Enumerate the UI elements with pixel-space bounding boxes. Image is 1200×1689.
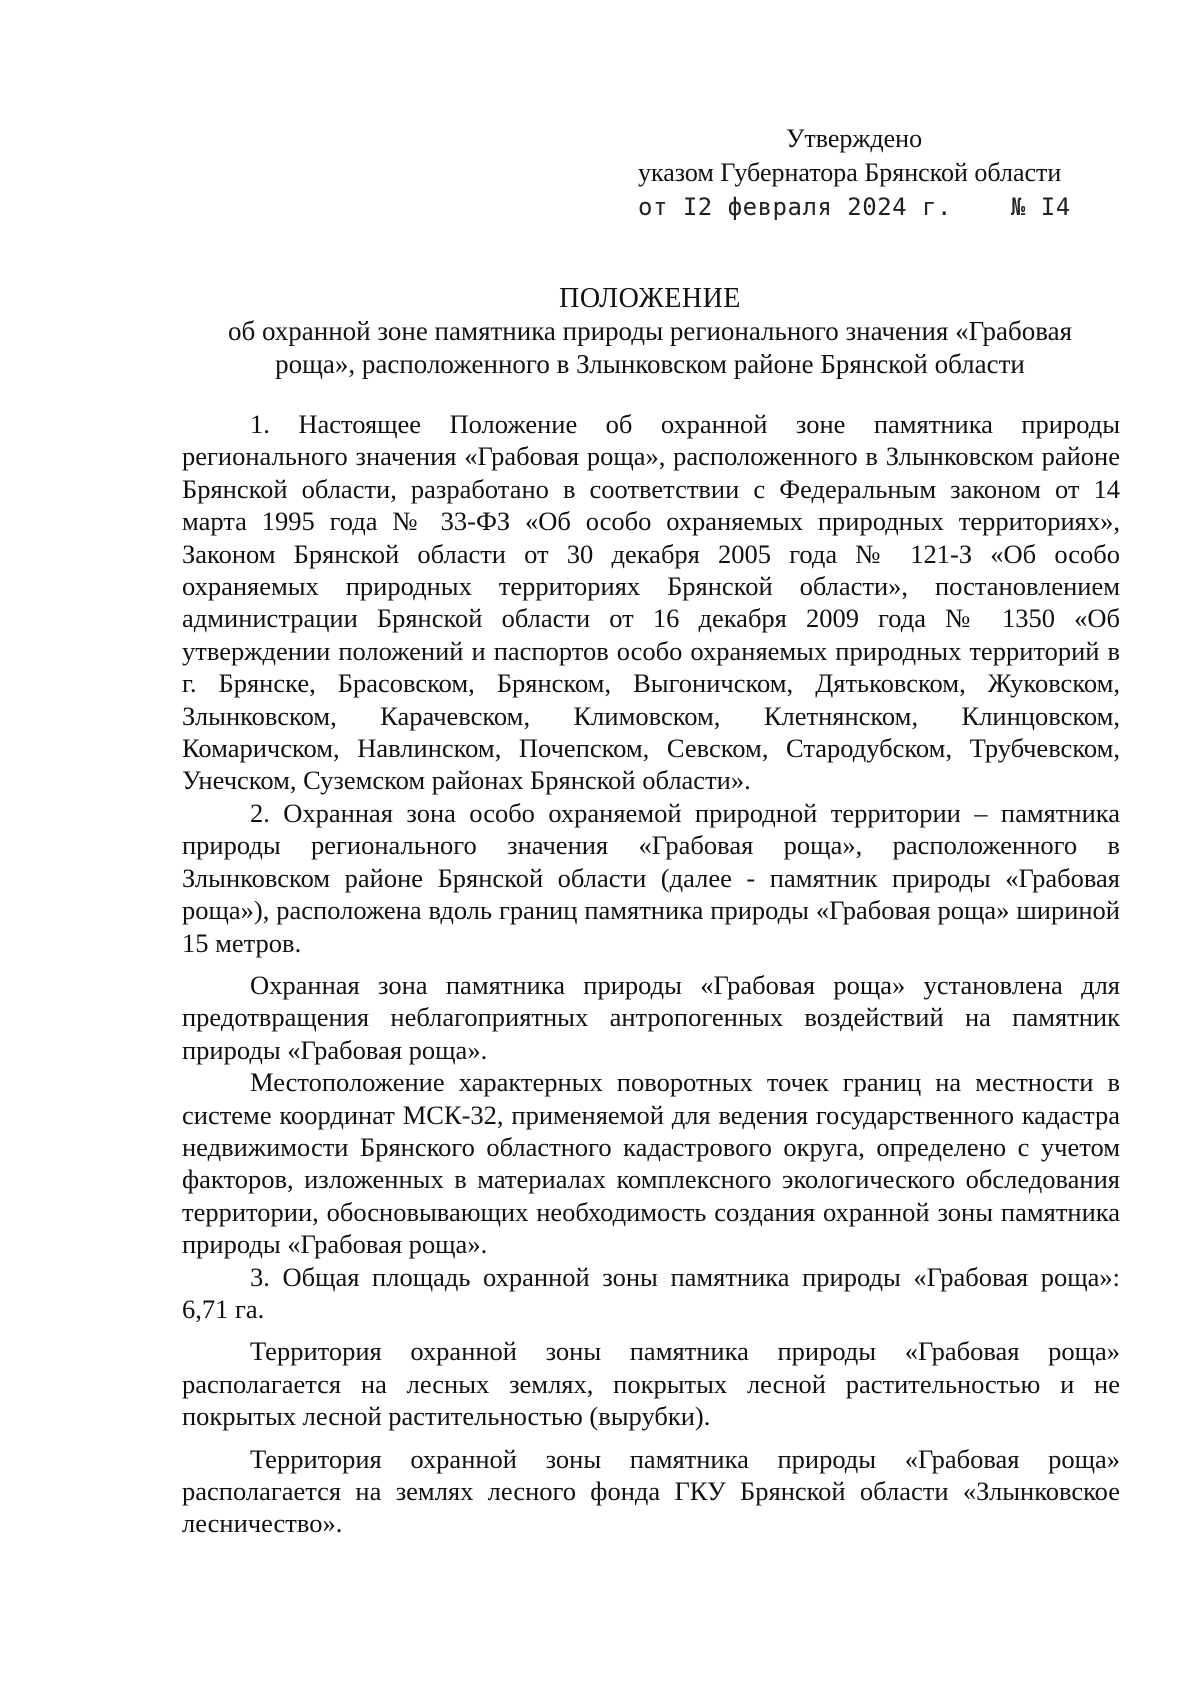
document-body bbox=[182, 408, 1120, 1540]
paragraph: Территория охранной зоны памятника природы «Грабовая роща» располагается на лесных землях, покрытых лесной растительностью и не покрытых лесной растительностью (вырубки). bbox=[182, 1336, 1120, 1432]
paragraph: 1. Настоящее Положение об охранной зоне памятника природы регионального значения «Грабовая роща», расположенного в Злынковском районе Брянской области, разработано в соответствии с Федеральным законом от 14 марта 1995 года № 33-ФЗ «Об особо охраняемых природных территориях», Законом Брянской области от 30 декабря 2005 года № 121-З «Об особо охраняемых природных территориях Брянской области», постановлением администрации Брянской области от 16 декабря 2009 года № 1350 «Об утверждении положений и паспортов особо охраняемых природных территорий в г. Брянске, Брасовском, Брянском, Выгоничском, Дятьковском, Жуковском, Злынковском, Карачевском, Климовском, Клетнянском, Клинцовском, Комаричском, Навлинском, Почепском, Севском, Стародубском, Трубчевском, Унечском, Суземском районах Брянской области». bbox=[182, 409, 1120, 796]
approval-number: № I4 bbox=[1010, 193, 1071, 221]
paragraph: 3. Общая площадь охранной зоны памятника природы «Грабовая роща»: 6,71 га. bbox=[182, 1261, 1120, 1324]
paragraph: 2. Охранная зона особо охраняемой природной территории – памятника природы регионального значения «Грабовая роща», расположенного в Злынковском районе Брянской области (далее - памятник природы «Грабовая роща»), расположена вдоль границ памятника природы «Грабовая роща» шириной 15 метров. bbox=[182, 797, 1120, 958]
document-subtitle-line-1: об охранной зоне памятника природы регионального значения «Грабовая bbox=[227, 316, 1073, 346]
paragraph: Охранная зона памятника природы «Грабовая роща» установлена для предотвращения неблагоприятных антропогенных воздействий на памятник природы «Грабовая роща». bbox=[182, 969, 1120, 1065]
approval-stamp bbox=[638, 122, 1158, 224]
document-heading: ПОЛОЖЕНИЕ bbox=[559, 283, 741, 314]
document-title bbox=[180, 282, 1120, 381]
document-subtitle-line-2: роща», расположенного в Злынковском районе Брянской области bbox=[275, 349, 1025, 379]
paragraph: Местоположение характерных поворотных точек границ на местности в системе координат МСК-32, применяемой для ведения государственного кадастра недвижимости Брянского областного кадастрового округа, определено с учетом факторов, изложенных в материалах комплексного экологического обследования территории, обосновывающих необходимость создания охранной зоны памятника природы «Грабовая роща». bbox=[182, 1067, 1120, 1260]
approval-authority: указом Губернатора Брянской области bbox=[638, 158, 1062, 187]
approval-date-number bbox=[638, 190, 1158, 224]
approval-label: Утверждено bbox=[786, 124, 923, 153]
paragraph: Территория охранной зоны памятника природы «Грабовая роща» располагается на землях лесного фонда ГКУ Брянской области «Злынковское лесничество». bbox=[182, 1443, 1120, 1539]
approval-date: от I2 февраля 2024 г. bbox=[638, 193, 952, 221]
